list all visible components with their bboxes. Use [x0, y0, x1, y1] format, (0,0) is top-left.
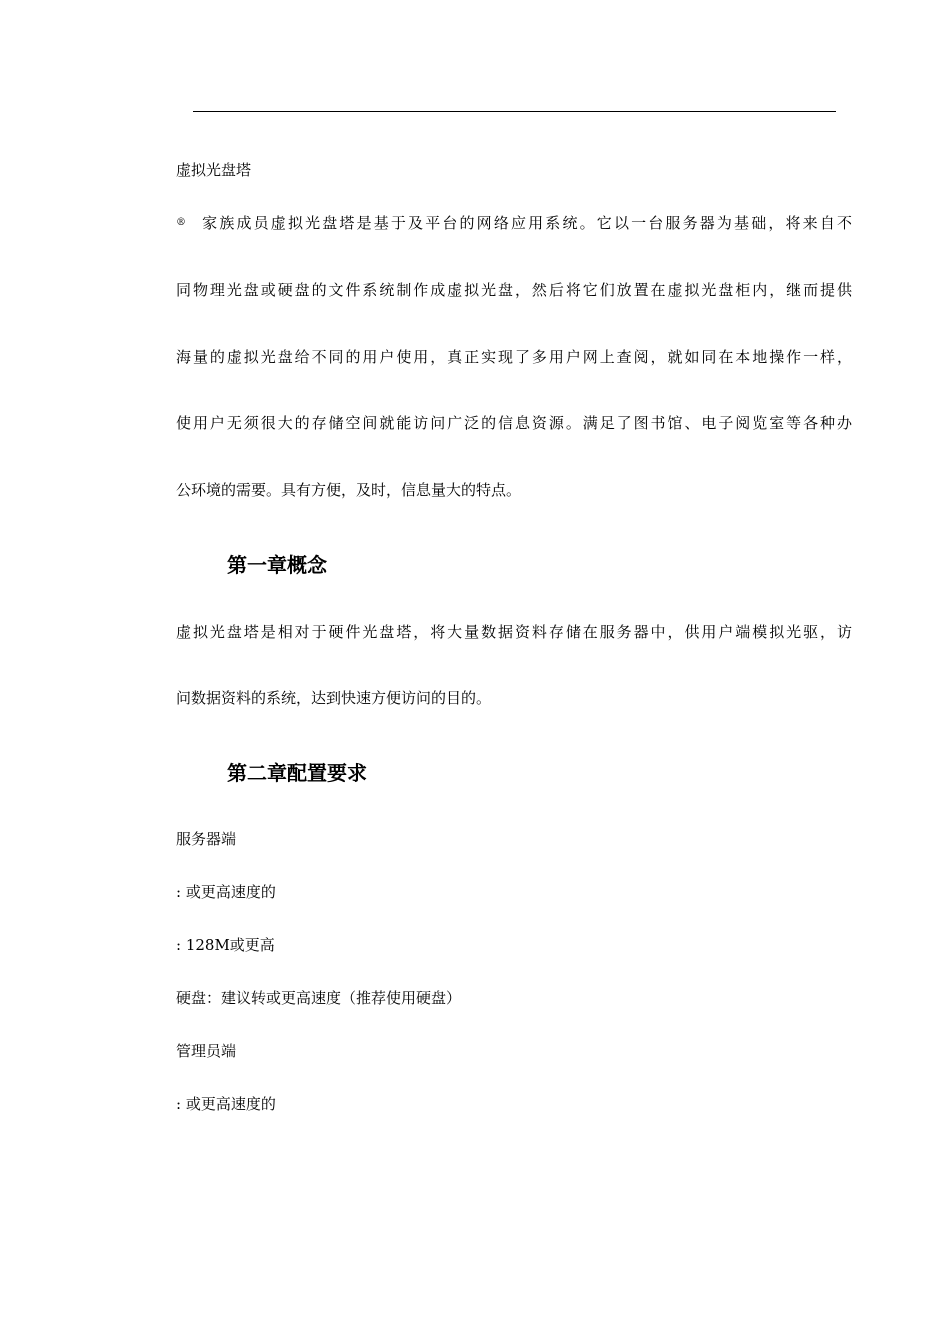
chapter1-heading: 第一章概念: [227, 553, 327, 577]
server-memory-spec: : 128M或更高: [176, 936, 275, 954]
registered-mark: ®: [176, 217, 186, 228]
server-cpu-spec: : 或更高速度的: [176, 883, 276, 901]
server-side-label: 服务器端: [176, 830, 237, 848]
chapter1-line-1: 虚拟光盘塔是相对于硬件光盘塔，将大量数据资料存储在服务器中，供用户端模拟光驱，访: [176, 623, 852, 641]
admin-side-label: 管理员端: [176, 1042, 237, 1060]
chapter1-line-2: 问数据资料的系统，达到快速方便访问的目的。: [176, 689, 492, 707]
intro-line-3: 海量的虚拟光盘给不同的用户使用，真正实现了多用户网上查阅，就如同在本地操作一样，: [176, 348, 852, 366]
intro-line-1: ® 家族成员虚拟光盘塔是基于及平台的网络应用系统。它以一台服务器为基础，将来自不: [176, 214, 852, 232]
admin-cpu-spec: : 或更高速度的: [176, 1095, 276, 1113]
chapter2-heading: 第二章配置要求: [227, 761, 367, 785]
server-disk-spec: 硬盘：建议转或更高速度（推荐使用硬盘）: [176, 989, 462, 1007]
document-title: 虚拟光盘塔: [176, 161, 252, 179]
intro-line-2: 同物理光盘或硬盘的文件系统制作成虚拟光盘，然后将它们放置在虚拟光盘柜内，继而提供: [176, 281, 852, 299]
intro-line-4: 使用户无须很大的存储空间就能访问广泛的信息资源。满足了图书馆、电子阅览室等各种办: [176, 414, 852, 432]
header-rule: [193, 111, 836, 112]
intro-line-5: 公环境的需要。具有方便，及时，信息量大的特点。: [176, 481, 522, 499]
